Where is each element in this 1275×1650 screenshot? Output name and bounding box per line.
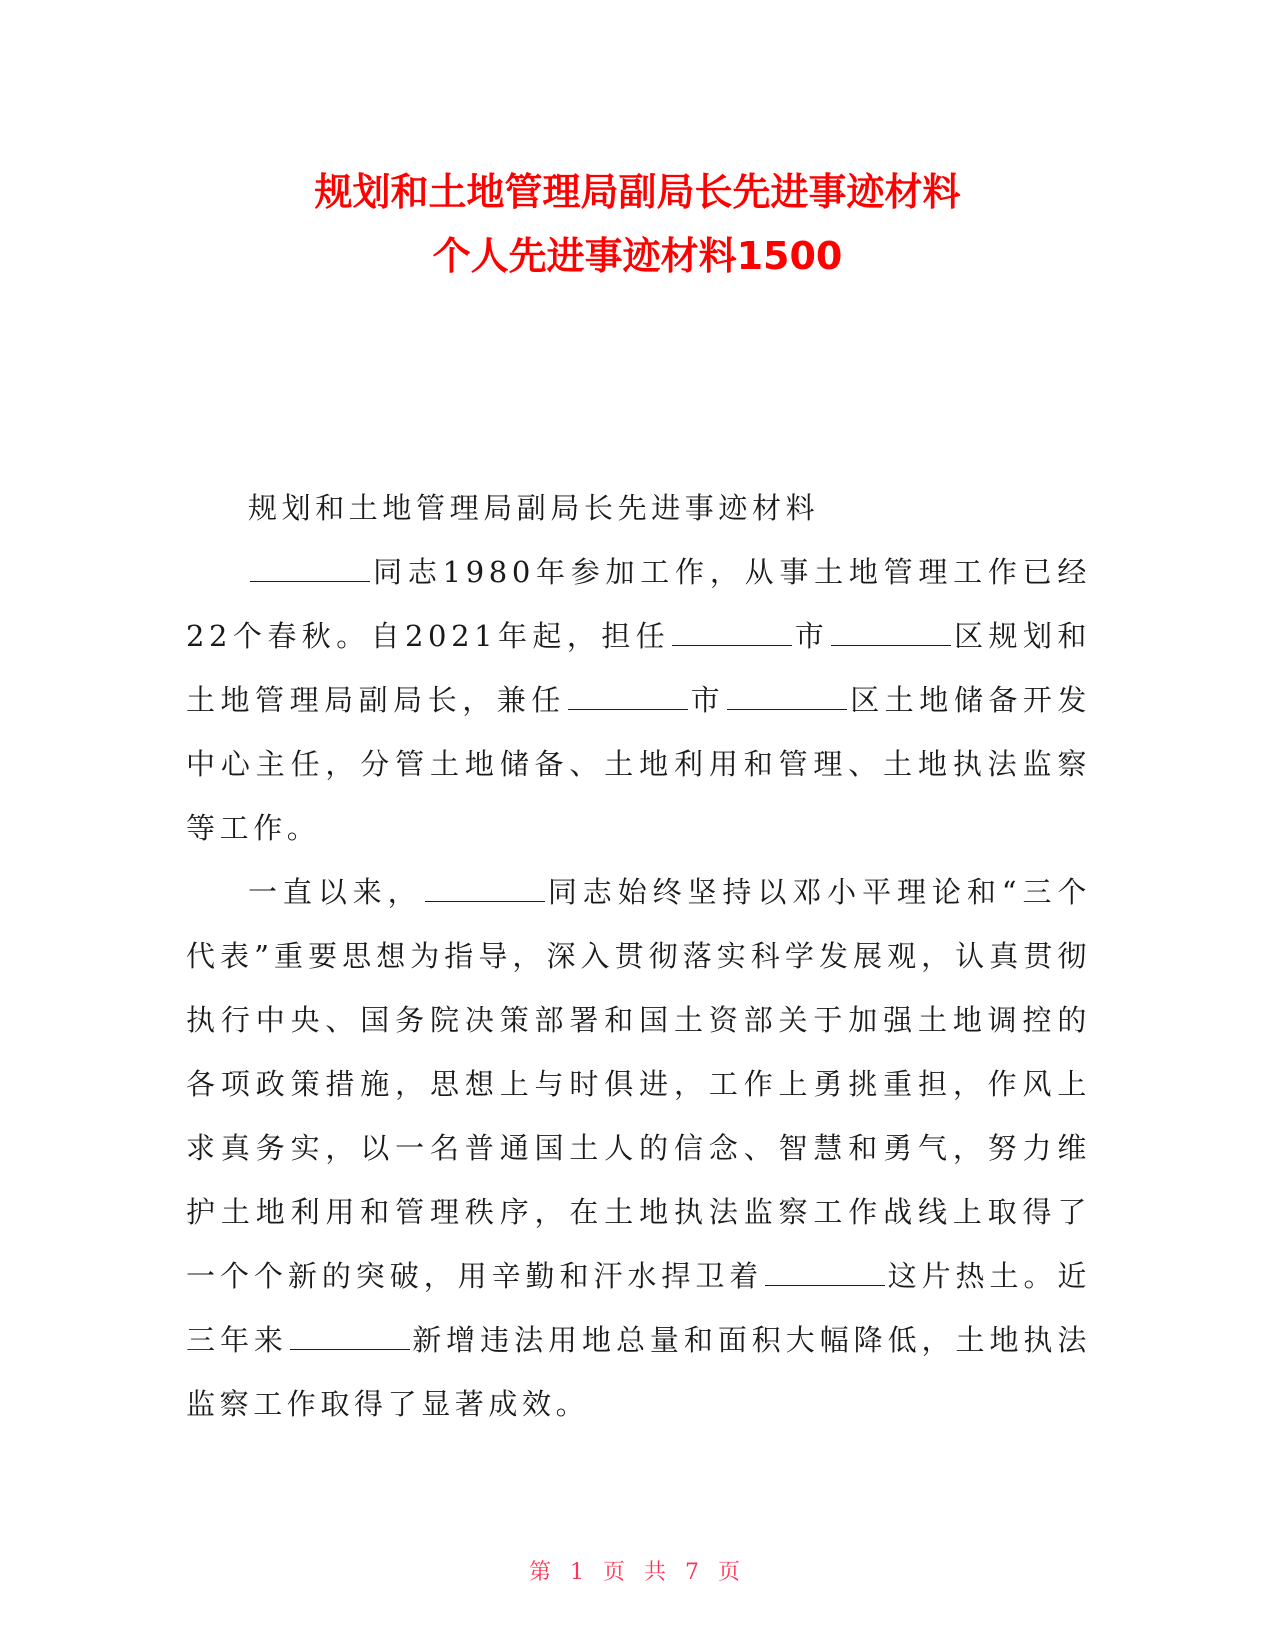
paragraph-2-text-e: 区土地储备开发中心主任，分管土地储备、土地利用和管理、土地执法监察等工作。 — [186, 683, 1091, 845]
document-title — [0, 160, 1275, 288]
paragraph-3-text-c: 这片热土。近三年来 — [186, 1259, 1092, 1357]
document-body — [186, 476, 1091, 1436]
paragraph-2 — [186, 540, 1091, 860]
paragraph-3 — [186, 860, 1091, 1436]
blank-field — [290, 1348, 410, 1350]
paragraph-2-text-b: 市 — [794, 619, 830, 653]
page-footer: 第 1 页 共 7 页 — [529, 1560, 746, 1585]
paragraph-2-text-d: 市 — [689, 683, 726, 717]
blank-field — [672, 644, 792, 646]
title-line-2: 个人先进事迹材料1500 — [432, 234, 843, 278]
blank-field — [727, 708, 847, 710]
blank-field — [831, 644, 951, 646]
paragraph-3-text-d: 新增违法用地总量和面积大幅降低，土地执法监察工作取得了显著成效。 — [186, 1323, 1091, 1421]
blank-field — [568, 708, 688, 710]
blank-field — [425, 900, 545, 902]
paragraph-2-text-a: 同志1980年参加工作，从事土地管理工作已经22个春秋。自2021年起，担任 — [186, 555, 1091, 653]
paragraph-3-text-a: 一直以来， — [248, 875, 423, 909]
paragraph-2-text-c: 区规划和土地管理局副局长，兼任 — [186, 619, 1091, 717]
title-line-1: 规划和土地管理局副局长先进事迹材料 — [314, 170, 961, 214]
blank-field — [765, 1284, 885, 1286]
paragraph-3-text-b: 同志始终坚持以邓小平理论和“三个代表”重要思想为指导，深入贯彻落实科学发展观，认真贯彻执行中央、国务院决策部署和国土资部关于加强土地调控的各项政策措施，思想上与时俱进，工作上勇挑重担，作风上求真务实，以一名普通国土人的信念、智慧和勇气，努力维护土地利用和管理秩序，在土地执法监察工作战线上取得了一个个新的突破，用辛勤和汗水捍卫着 — [186, 875, 1091, 1293]
blank-field — [250, 580, 370, 582]
paragraph-1: 规划和土地管理局副局长先进事迹材料 — [248, 491, 820, 525]
